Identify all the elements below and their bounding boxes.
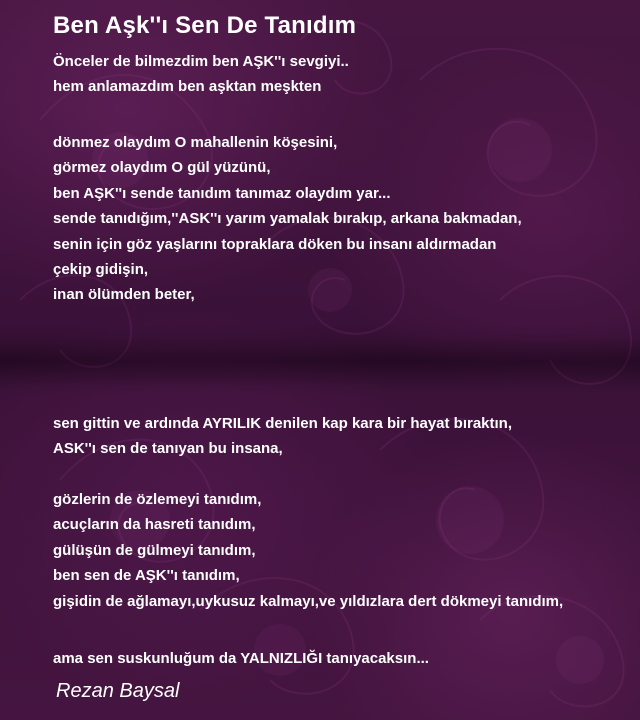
poem-line: gülüşün de gülmeyi tanıdım, (53, 541, 256, 559)
stanza-4 (53, 487, 563, 614)
poem-line: acuçların da hasreti tanıdım, (53, 516, 256, 534)
poem-line: Önceler de bilmezdim ben AŞK''ı sevgiyi.. (53, 53, 349, 70)
poem-line: gözlerin de özlemeyi tanıdım, (53, 491, 262, 508)
stanza-1 (53, 49, 349, 100)
poem-author: Rezan Baysal (56, 680, 180, 702)
divider-band (0, 338, 640, 386)
stanza-5 (53, 646, 429, 671)
poem-line: dönmez olaydım O mahallenin köşesini, (53, 134, 338, 151)
poem-line: hem anlamazdım ben aşktan meşkten (53, 78, 322, 96)
poem-line: sen gittin ve ardında AYRILIK denilen kap kara bir hayat bıraktın, (53, 415, 513, 432)
stanza-2 (53, 130, 522, 308)
poem-title: Ben Aşk''ı Sen De Tanıdım (53, 12, 357, 39)
stanza-3 (53, 411, 512, 462)
poem-line: ASK''ı sen de tanıyan bu insana, (53, 440, 283, 458)
poem-line: çekip gidişin, (53, 260, 149, 278)
poem-line: ben sen de AŞK''ı tanıdım, (53, 567, 240, 585)
poem-line: senin için göz yaşlarını topraklara döken bu insanı aldırmadan (53, 235, 497, 253)
poem-line: gişidin de ağlamayı,uykusuz kalmayı,ve yıldızlara dert dökmeyi tanıdım, (53, 592, 564, 610)
poem-line: inan ölümden beter, (53, 286, 195, 304)
poem-line: ama sen suskunluğum da YALNIZLIĞI tanıyacaksın... (53, 650, 429, 667)
poem-line: görmez olaydım O gül yüzünü, (53, 159, 271, 177)
poem-line: ben AŞK''ı sende tanıdım tanımaz olaydım yar... (53, 184, 391, 202)
poem-line: sende tanıdığım,''ASK''ı yarım yamalak bırakıp, arkana bakmadan, (53, 210, 522, 228)
